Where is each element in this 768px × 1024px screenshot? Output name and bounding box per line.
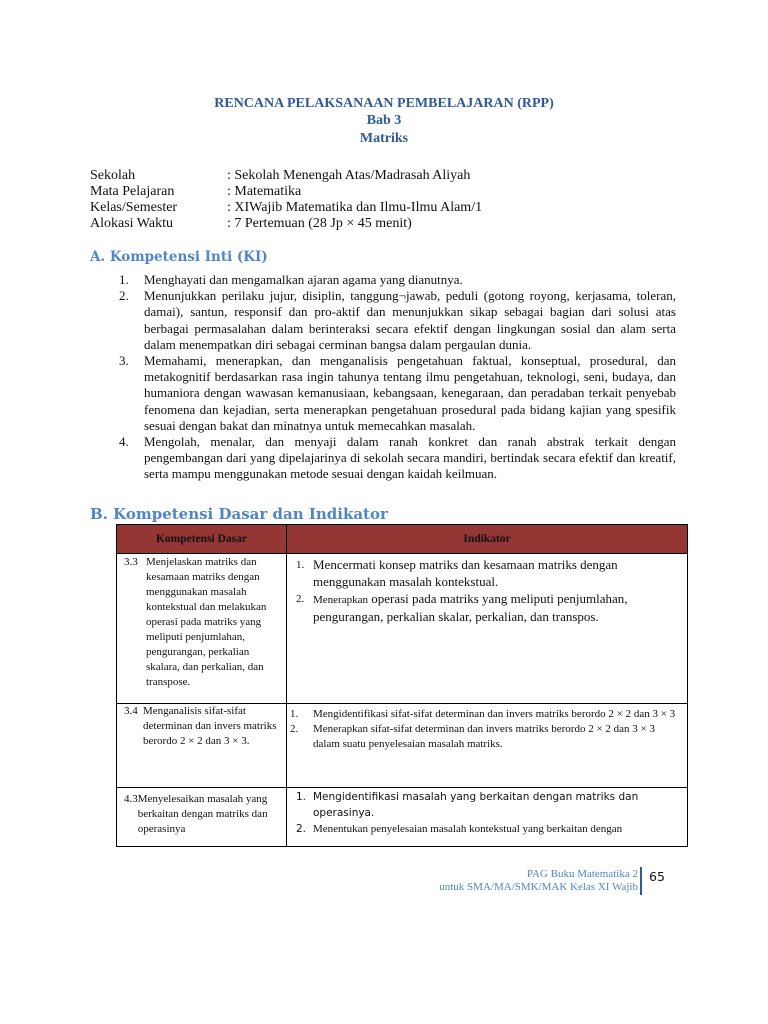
info-value: : XIWajib Matematika dan Ilmu-Ilmu Alam/1 — [227, 200, 483, 215]
indicator-text: operasi pada matriks yang meliputi penjumlahan, pengurangan, perkalian skalar, perkalian, dan transpos. — [313, 591, 628, 624]
info-value: : Matematika — [227, 184, 302, 199]
indicator-text: Menentukan penyelesaian masalah kontekstual yang berkaitan dengan — [313, 823, 623, 835]
indicator-item — [290, 722, 679, 752]
indicator-cell — [287, 554, 688, 704]
kd-number: 3.4 — [124, 705, 138, 717]
indicator-item — [296, 591, 679, 625]
kd-indicator-table — [116, 524, 688, 847]
page-number: 65 — [649, 869, 665, 884]
table-header-row — [117, 525, 688, 554]
section-b-heading: B. Kompetensi Dasar dan Indikator — [90, 505, 388, 523]
kd-text: Menyelesaikan masalah yang berkaitan dengan matriks dan operasinya — [137, 793, 268, 835]
list-text: Memahami, menerapkan, dan menganalisis pengetahuan faktual, konseptual, prosedural, dan metakognitif berdasarkan rasa ingin tahunya tentang ilmu pengetahuan, teknologi, seni, budaya, dan humaniora dengan wawasan kemanusiaan, kebangsaan, kenegaraan, dan peradaban terkait penyebab fenomena dan kejadian, serta menerapkan pengetahuan prosedural pada bidang kajian yang spesifik sesuai dengan bakat dan minatnya untuk memecahkan masalah. — [144, 353, 676, 433]
footer-divider — [640, 867, 642, 895]
column-header-kd: Kompetensi Dasar — [117, 525, 287, 554]
info-label: Alokasi Waktu — [90, 216, 173, 231]
list-number: 3. — [119, 353, 129, 369]
list-item — [119, 272, 676, 288]
indicator-text: Mengidentifikasi masalah yang berkaitan dengan matriks dan operasinya. — [313, 791, 639, 819]
chapter-label: Bab 3 — [366, 113, 402, 128]
column-header-indikator: Indikator — [287, 525, 688, 554]
indicator-number: 1. — [296, 559, 305, 571]
info-label: Kelas/Semester — [90, 200, 178, 215]
info-row-mapel — [90, 184, 482, 200]
indicator-number: 2. — [296, 593, 305, 605]
identity-block — [90, 168, 482, 232]
indicator-cell — [287, 704, 688, 788]
indicator-item — [296, 557, 679, 590]
ki-list — [119, 272, 676, 483]
kd-text: Menganalisis sifat-sifat determinan dan invers matriks berordo 2 × 2 dan 3 × 3. — [143, 705, 277, 747]
kd-number: 4.3 — [124, 793, 138, 805]
info-value: : 7 Pertemuan (28 Jp × 45 menit) — [227, 216, 412, 231]
page-footer — [439, 868, 638, 894]
info-row-alokasi — [90, 216, 482, 232]
table-row — [117, 788, 688, 847]
indicator-text: Mencermati konsep matriks dan kesamaan matriks dengan menggunakan masalah kontekstual. — [313, 557, 618, 589]
list-number: 1. — [119, 272, 129, 287]
list-text: Mengolah, menalar, dan menyaji dalam ranah konkret dan ranah abstrak terkait dengan pengembangan dari yang dipelajarinya di sekolah secara mandiri, bertindak secara efektif dan kreatif, serta mampu menggunakan metode sesuai dengan kaidah keilmuan. — [144, 434, 676, 482]
indicator-text: Menerapkan sifat-sifat determinan dan invers matriks berordo 2 × 2 dan 3 × 3 dalam suatu penyelesaian masalah matriks. — [313, 723, 655, 750]
info-label: Mata Pelajaran — [90, 184, 175, 199]
info-value: : Sekolah Menengah Atas/Madrasah Aliyah — [227, 168, 471, 183]
indicator-item — [290, 707, 679, 722]
chapter-name: Matriks — [359, 131, 409, 146]
list-number: 2. — [119, 288, 129, 304]
list-item — [119, 353, 676, 434]
list-text: Menghayati dan mengamalkan ajaran agama yang dianutnya. — [144, 272, 463, 287]
table-row — [117, 704, 688, 788]
kd-cell — [117, 788, 287, 847]
indicator-item — [296, 789, 679, 821]
indicator-prefix: Menerapkan — [313, 594, 368, 606]
indicator-number: 2. — [290, 723, 299, 735]
footer-book-title: PAG Buku Matematika 2 — [526, 868, 638, 880]
info-row-kelas — [90, 200, 482, 216]
footer-book-subtitle: untuk SMA/MA/SMK/MAK Kelas XI Wajib — [439, 881, 638, 893]
indicator-number: 1. — [290, 708, 299, 720]
document-title: RENCANA PELAKSANAAN PEMBELAJARAN (RPP) — [214, 96, 554, 111]
kd-entry — [117, 704, 286, 749]
indicator-cell — [287, 788, 688, 847]
kd-entry — [117, 788, 286, 837]
indicator-number: 1. — [296, 791, 307, 803]
kd-cell — [117, 704, 287, 788]
kd-entry — [117, 554, 286, 690]
list-number: 4. — [119, 434, 129, 450]
kd-number: 3.3 — [124, 556, 138, 568]
info-row-sekolah — [90, 168, 482, 184]
indicator-text: Mengidentifikasi sifat-sifat determinan dan invers matriks berordo 2 × 2 dan 3 × 3 — [313, 708, 676, 720]
kd-text: Menjelaskan matriks dan kesamaan matriks dengan menggunakan masalah kontekstual dan melakukan operasi pada matriks yang meliputi penjumlahan, pengurangan, perkalian skalara, dan perkalian, dan transpose. — [146, 556, 267, 688]
info-label: Sekolah — [90, 168, 136, 183]
indicator-number: 2. — [296, 823, 307, 835]
section-a-heading: A. Kompetensi Inti (KI) — [90, 249, 268, 265]
indicator-item — [296, 821, 679, 837]
list-item — [119, 434, 676, 483]
list-item — [119, 288, 676, 353]
kd-cell — [117, 554, 287, 704]
table-row — [117, 554, 688, 704]
list-text: Menunjukkan perilaku jujur, disiplin, tanggung¬jawab, peduli (gotong royong, kerjasama, toleran, damai), santun, responsif dan pro-aktif dan menunjukkan sikap sebagai bagian dari solusi atas berbagai permasalahan dalam berinteraksi secara efektif dengan lingkungan sosial dan alam serta dalam menempatkan diri sebagai cerminan bangsa dalam pergaulan dunia. — [144, 288, 676, 352]
